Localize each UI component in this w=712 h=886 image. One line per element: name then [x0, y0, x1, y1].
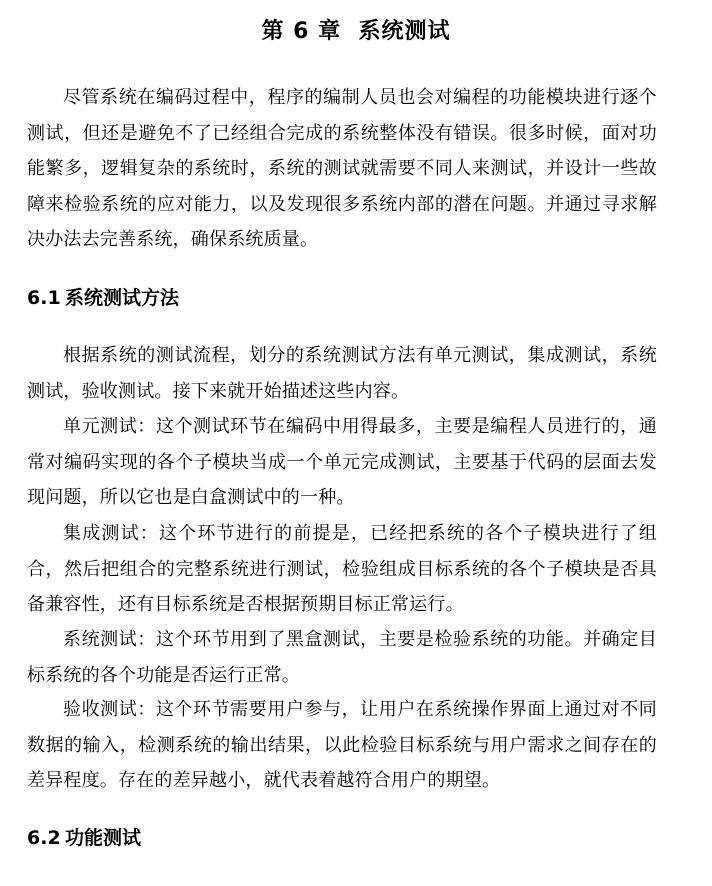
- paragraph-acceptance-test: 验收测试：这个环节需要用户参与，让用户在系统操作界面上通过对不同数据的输入，检测系统的输出结果，以此检验目标系统与用户需求之间存在的差异程度。存在的差异越小，就代表着越符合用户的期望。: [27, 699, 657, 792]
- section-number: 6.1: [27, 287, 61, 309]
- section-heading-6-2: [27, 823, 657, 853]
- chapter-title: 第 6 章 系统测试: [261, 19, 451, 44]
- paragraph-unit-test: 单元测试：这个测试环节在编码中用得最多，主要是编程人员进行的，通常对编码实现的各个子模块当成一个单元完成测试，主要基于代码的层面去发现问题，所以它也是白盒测试中的一种。: [27, 416, 657, 509]
- section-title: 功能测试: [65, 827, 142, 849]
- section-heading-6-1: [27, 283, 657, 313]
- section-title: 系统测试方法: [65, 287, 180, 309]
- paragraph-test-methods: 根据系统的测试流程，划分的系统测试方法有单元测试，集成测试，系统测试，验收测试。接下来就开始描述这些内容。: [27, 345, 657, 402]
- section-number: 6.2: [27, 827, 61, 849]
- intro-paragraph: 尽管系统在编码过程中，程序的编制人员也会对编程的功能模块进行逐个测试，但还是避免不了已经组合完成的系统整体没有错误。很多时候，面对功能繁多，逻辑复杂的系统时，系统的测试就需要不同人来测试，并设计一些故障来检验系统的应对能力，以及发现很多系统内部的潜在问题。并通过寻求解决办法去完善系统，确保系统质量。: [27, 87, 657, 251]
- paragraph-system-test: 系统测试：这个环节用到了黑盒测试，主要是检验系统的功能。并确定目标系统的各个功能是否运行正常。: [27, 629, 657, 686]
- paragraph-integration-test: 集成测试：这个环节进行的前提是，已经把系统的各个子模块进行了组合，然后把组合的完整系统进行测试，检验组成目标系统的各个子模块是否具备兼容性，还有目标系统是否根据预期目标正常运行。: [27, 523, 657, 616]
